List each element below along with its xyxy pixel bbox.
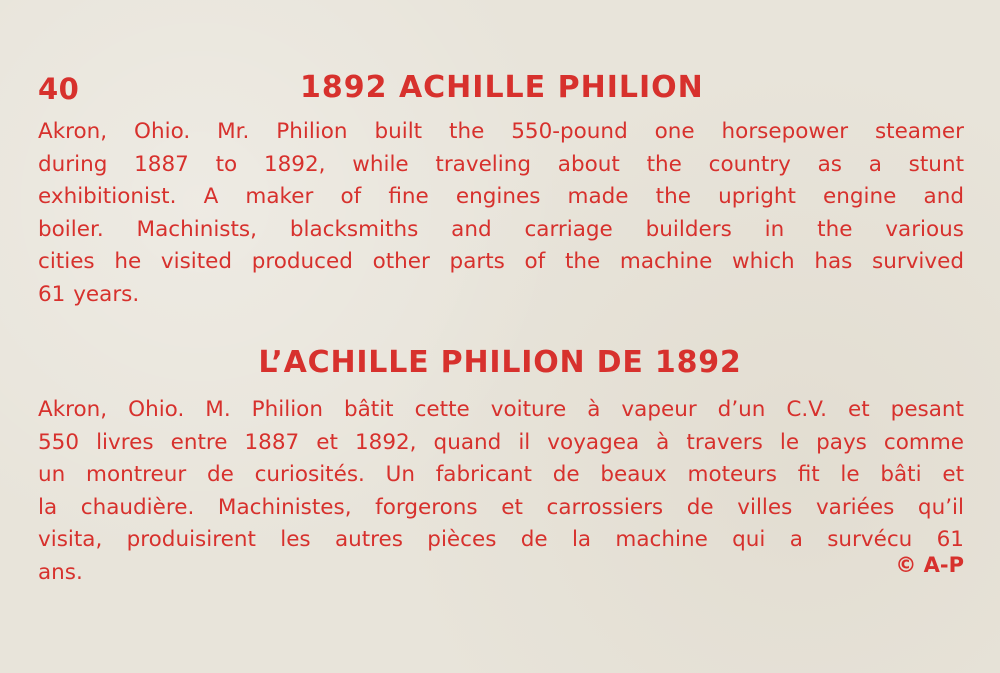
card-number: 40 xyxy=(38,72,80,106)
copyright-mark: © A-P xyxy=(895,553,964,577)
description-english-line: boiler. Machinists, blacksmiths and carriage builders in the various xyxy=(38,216,964,242)
description-english-line: exhibitionist. A maker of fine engines made the upright engine and xyxy=(38,184,964,209)
description-english-line: during 1887 to 1892, while traveling about the country as a stunt xyxy=(38,151,964,177)
title-english: 1892 ACHILLE PHILION xyxy=(300,70,704,105)
description-english xyxy=(38,116,964,311)
description-french-line: 550 livres entre 1887 et 1892, quand il voyagea à travers le pays comme xyxy=(38,429,964,455)
description-french-line: la chaudière. Machinistes, forgerons et carrossiers de villes variées qu’il xyxy=(38,494,964,520)
description-french-line: un montreur de curiosités. Un fabricant de beaux moteurs fit le bâti et xyxy=(38,462,964,487)
description-english-line: 61 years. xyxy=(38,281,140,307)
description-english-line: Akron, Ohio. Mr. Philion built the 550-pound one horsepower steamer xyxy=(38,119,964,144)
description-french-line: ans. xyxy=(38,559,83,585)
description-english-line: cities he visited produced other parts of the machine which has survived xyxy=(38,249,964,274)
description-french xyxy=(38,394,964,589)
description-french-line: visita, produisirent les autres pièces de la machine qui a survécu 61 xyxy=(38,527,964,552)
title-french: L’ACHILLE PHILION DE 1892 xyxy=(258,345,742,380)
description-french-line: Akron, Ohio. M. Philion bâtit cette voiture à vapeur d’un C.V. et pesant xyxy=(38,397,964,422)
